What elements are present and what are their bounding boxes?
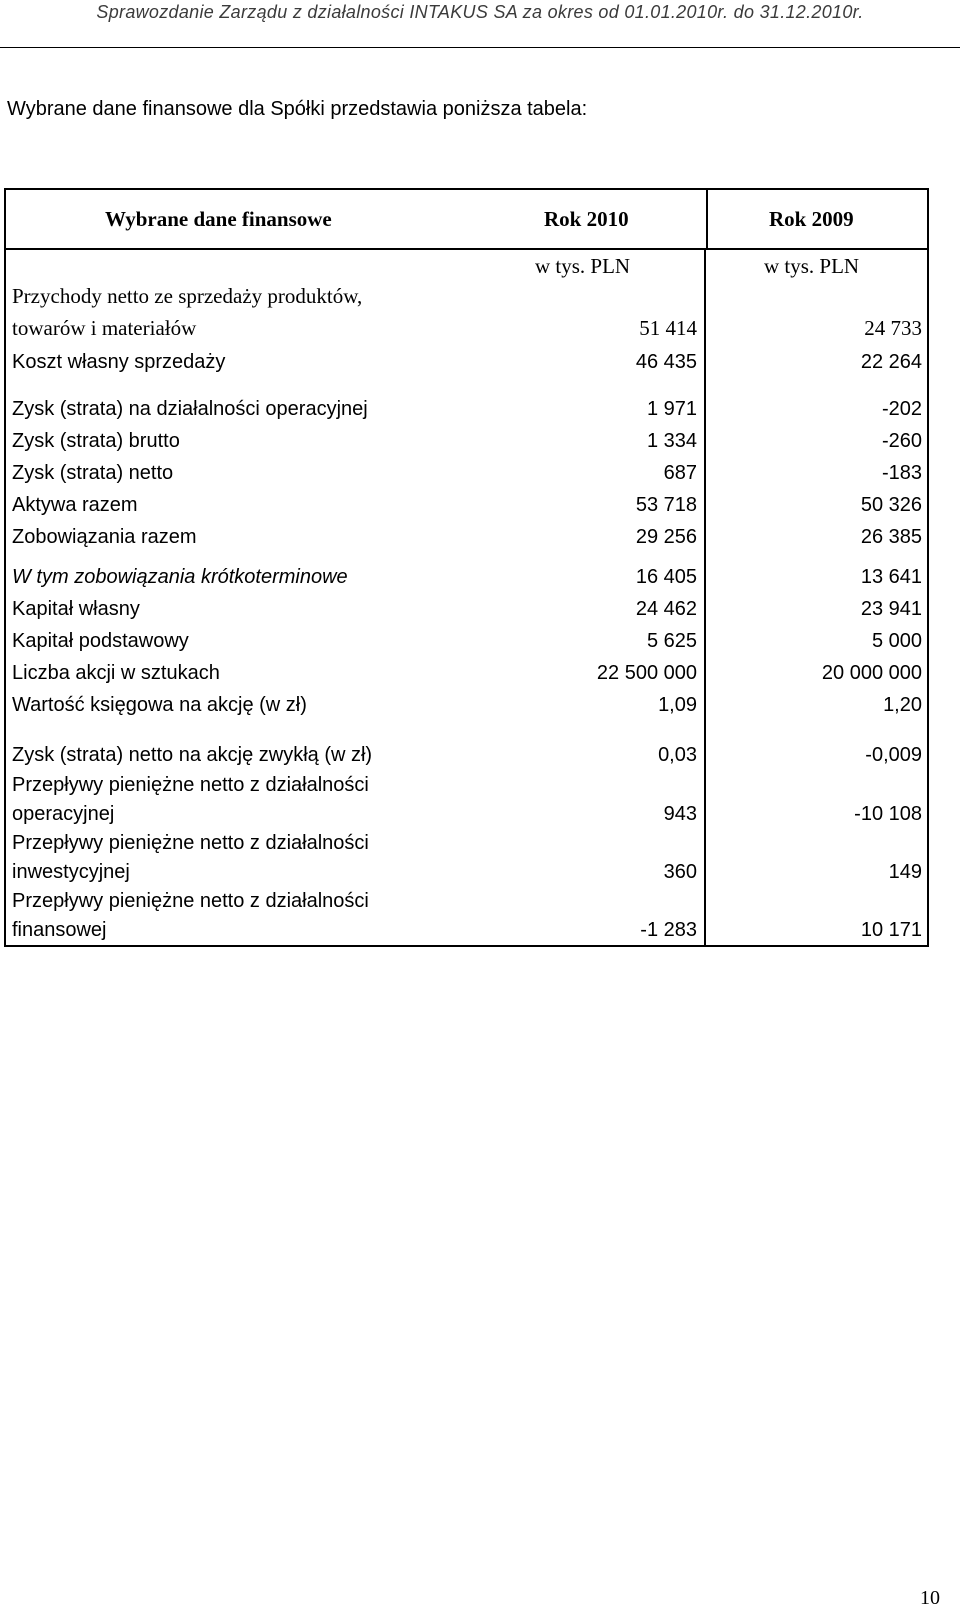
- intro-text: Wybrane dane finansowe dla Spółki przedstawia poniższa tabela:: [7, 98, 588, 120]
- header-col-2010: Rok 2010: [544, 206, 629, 231]
- financial-table: [4, 188, 929, 947]
- page-number: 10: [920, 1587, 940, 1609]
- table-row: Przepływy pieniężne netto z działalności inwestycyjnej 360 149: [12, 832, 922, 883]
- table-row: W tym zobowiązania krótkoterminowe 16 405 13 641: [12, 566, 922, 588]
- table-body: [6, 248, 927, 945]
- header-title: Sprawozdanie Zarządu z działalności INTAKUS SA za okres od 01.01.2010r. do 31.12.2010r.: [96, 2, 864, 22]
- table-row: Liczba akcji w sztukach 22 500 000 20 000 000: [12, 662, 922, 684]
- table-row: Przepływy pieniężne netto z działalności operacyjnej 943 -10 108: [12, 774, 922, 825]
- table-row: Kapitał własny 24 462 23 941: [12, 598, 922, 620]
- unit-2010: w tys. PLN: [535, 254, 631, 278]
- table-row: Zysk (strata) netto na akcję zwykłą (w zł) 0,03 -0,009: [12, 744, 922, 766]
- page-header: [0, 0, 960, 48]
- table-header-row: [6, 190, 927, 248]
- unit-2009: w tys. PLN: [764, 254, 860, 278]
- table-row: Zysk (strata) brutto 1 334 -260: [12, 430, 922, 452]
- table-row: Przepływy pieniężne netto z działalności finansowej -1 283 10 171: [12, 890, 922, 941]
- header-col-2009: Rok 2009: [769, 206, 854, 231]
- header-col-label: Wybrane dane finansowe: [105, 206, 332, 231]
- table-row: Zobowiązania razem 29 256 26 385: [12, 526, 922, 548]
- table-row: Aktywa razem 53 718 50 326: [12, 494, 922, 516]
- table-row: Kapitał podstawowy 5 625 5 000: [12, 630, 922, 652]
- table-row: Koszt własny sprzedaży 46 435 22 264: [12, 351, 922, 373]
- table-row: Wartość księgowa na akcję (w zł) 1,09 1,20: [12, 694, 922, 716]
- table-row: Zysk (strata) netto 687 -183: [12, 462, 922, 484]
- table-row: Zysk (strata) na działalności operacyjnej 1 971 -202: [12, 398, 922, 420]
- units-row: [6, 250, 927, 280]
- table-row: Przychody netto ze sprzedaży produktów, towarów i materiałów 51 414 24 733: [12, 284, 922, 340]
